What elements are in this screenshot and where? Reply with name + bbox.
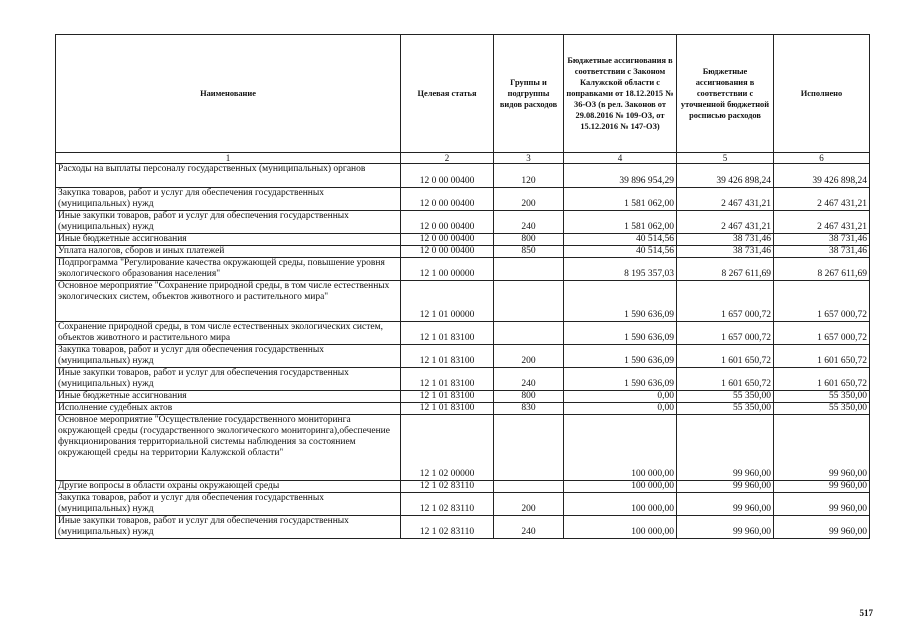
table-row [56,403,870,415]
table-row [56,481,870,493]
row-executed: 99 960,00 [774,493,870,516]
row-target: 12 0 00 00400 [401,188,494,211]
table-row [56,281,870,322]
row-budget-law: 1 590 636,09 [564,322,677,345]
table-row [56,211,870,234]
row-target: 12 1 01 83100 [401,403,494,415]
row-executed: 1 601 650,72 [774,368,870,391]
row-budget-refined: 55 350,00 [677,391,774,403]
table-row [56,493,870,516]
table-row [56,164,870,188]
row-budget-law: 40 514,56 [564,246,677,258]
row-executed: 55 350,00 [774,403,870,415]
row-executed: 99 960,00 [774,516,870,539]
row-target: 12 1 01 83100 [401,322,494,345]
row-group [494,281,564,322]
row-executed: 1 657 000,72 [774,281,870,322]
row-target: 12 0 00 00400 [401,234,494,246]
row-target: 12 1 02 00000 [401,415,494,481]
row-budget-law: 40 514,56 [564,234,677,246]
table-row [56,188,870,211]
row-name: Исполнение судебных актов [56,403,401,415]
row-name: Сохранение природной среды, в том числе естественных экологических систем, объектов животного и растительного мира [56,322,401,345]
row-executed: 39 426 898,24 [774,164,870,188]
column-number: 2 [401,153,494,164]
row-budget-law: 1 590 636,09 [564,345,677,368]
row-budget-refined: 99 960,00 [677,493,774,516]
row-group [494,322,564,345]
table-row [56,234,870,246]
row-target: 12 1 02 83110 [401,481,494,493]
row-group [494,481,564,493]
row-budget-law: 0,00 [564,403,677,415]
row-budget-refined: 99 960,00 [677,481,774,493]
row-budget-law: 8 195 357,03 [564,258,677,281]
row-target: 12 1 01 83100 [401,368,494,391]
header-executed: Исполнено [774,35,870,153]
row-budget-refined: 99 960,00 [677,516,774,539]
row-budget-law: 100 000,00 [564,516,677,539]
column-number: 4 [564,153,677,164]
row-target: 12 0 00 00400 [401,246,494,258]
row-budget-refined: 38 731,46 [677,246,774,258]
row-executed: 2 467 431,21 [774,188,870,211]
row-group: 850 [494,246,564,258]
row-budget-law: 1 590 636,09 [564,368,677,391]
row-group: 240 [494,516,564,539]
column-number: 5 [677,153,774,164]
row-budget-refined: 2 467 431,21 [677,211,774,234]
row-executed: 55 350,00 [774,391,870,403]
row-executed: 99 960,00 [774,415,870,481]
table-row [56,322,870,345]
row-name: Иные бюджетные ассигнования [56,234,401,246]
header-budget-law: Бюджетные ассигнования в соответствии с Законом Калужской области с поправками от 18.12.2015 № 36-ОЗ (в рел. Законов от 29.08.2016 № 109-ОЗ, от 15.12.2016 № 147-ОЗ) [564,35,677,153]
header-target: Целевая статья [401,35,494,153]
row-budget-law: 1 581 062,00 [564,188,677,211]
row-group: 200 [494,493,564,516]
page-number: 517 [859,608,873,618]
row-budget-law: 100 000,00 [564,493,677,516]
row-budget-refined: 1 601 650,72 [677,368,774,391]
row-budget-refined: 55 350,00 [677,403,774,415]
row-group [494,415,564,481]
row-group: 200 [494,345,564,368]
row-budget-refined: 39 426 898,24 [677,164,774,188]
row-name: Подпрограмма "Регулирование качества окружающей среды, повышение уровня экологического образования населения" [56,258,401,281]
row-group: 240 [494,368,564,391]
table-row [56,516,870,539]
row-group: 830 [494,403,564,415]
row-name: Другие вопросы в области охраны окружающей среды [56,481,401,493]
row-group: 120 [494,164,564,188]
column-number: 3 [494,153,564,164]
row-executed: 1 601 650,72 [774,345,870,368]
row-executed: 1 657 000,72 [774,322,870,345]
row-budget-refined: 8 267 611,69 [677,258,774,281]
row-executed: 38 731,46 [774,246,870,258]
row-target: 12 0 00 00400 [401,164,494,188]
row-name: Закупка товаров, работ и услуг для обеспечения государственных (муниципальных) нужд [56,493,401,516]
row-target: 12 1 01 83100 [401,391,494,403]
row-budget-refined: 1 657 000,72 [677,281,774,322]
row-name: Расходы на выплаты персоналу государственных (муниципальных) органов [56,164,401,188]
table-row [56,415,870,481]
table-row [56,246,870,258]
row-group: 800 [494,234,564,246]
row-name: Закупка товаров, работ и услуг для обеспечения государственных (муниципальных) нужд [56,188,401,211]
row-executed: 99 960,00 [774,481,870,493]
column-number-row [56,153,870,164]
table-row [56,258,870,281]
row-group: 240 [494,211,564,234]
row-name: Иные закупки товаров, работ и услуг для обеспечения государственных (муниципальных) нужд [56,368,401,391]
row-name: Основное мероприятие "Осуществление государственного мониторинга окружающей среды (государственного экологического мониторинга),обеспечение функционирования территориальной системы наблюдения за состоянием окружающей среды на территории Калужской области" [56,415,401,481]
row-group: 200 [494,188,564,211]
row-budget-law: 1 590 636,09 [564,281,677,322]
row-target: 12 1 01 83100 [401,345,494,368]
row-group: 800 [494,391,564,403]
header-name: Наименование [56,35,401,153]
row-name: Закупка товаров, работ и услуг для обеспечения государственных (муниципальных) нужд [56,345,401,368]
row-name: Иные закупки товаров, работ и услуг для обеспечения государственных (муниципальных) нужд [56,211,401,234]
header-row [56,35,870,153]
column-number: 6 [774,153,870,164]
header-budget-refined: Бюджетные ассигнования в соответствии с уточненной бюджетной росписью расходов [677,35,774,153]
row-budget-refined: 2 467 431,21 [677,188,774,211]
budget-table [55,34,870,539]
row-group [494,258,564,281]
row-budget-law: 100 000,00 [564,481,677,493]
row-budget-refined: 99 960,00 [677,415,774,481]
row-budget-law: 1 581 062,00 [564,211,677,234]
row-budget-refined: 1 657 000,72 [677,322,774,345]
table-row [56,368,870,391]
row-name: Основное мероприятие "Сохранение природной среды, в том числе естественных экологических систем, объектов животного и растительного мира" [56,281,401,322]
row-target: 12 0 00 00400 [401,211,494,234]
row-target: 12 1 00 00000 [401,258,494,281]
row-target: 12 1 02 83110 [401,516,494,539]
table-row [56,391,870,403]
row-budget-refined: 38 731,46 [677,234,774,246]
column-number: 1 [56,153,401,164]
row-budget-law: 39 896 954,29 [564,164,677,188]
row-name: Иные закупки товаров, работ и услуг для обеспечения государственных (муниципальных) нужд [56,516,401,539]
header-groups: Группы и подгруппы видов расходов [494,35,564,153]
row-target: 12 1 02 83110 [401,493,494,516]
row-name: Уплата налогов, сборов и иных платежей [56,246,401,258]
row-executed: 38 731,46 [774,234,870,246]
row-name: Иные бюджетные ассигнования [56,391,401,403]
table-row [56,345,870,368]
row-executed: 2 467 431,21 [774,211,870,234]
row-budget-refined: 1 601 650,72 [677,345,774,368]
row-target: 12 1 01 00000 [401,281,494,322]
row-executed: 8 267 611,69 [774,258,870,281]
row-budget-law: 100 000,00 [564,415,677,481]
row-budget-law: 0,00 [564,391,677,403]
